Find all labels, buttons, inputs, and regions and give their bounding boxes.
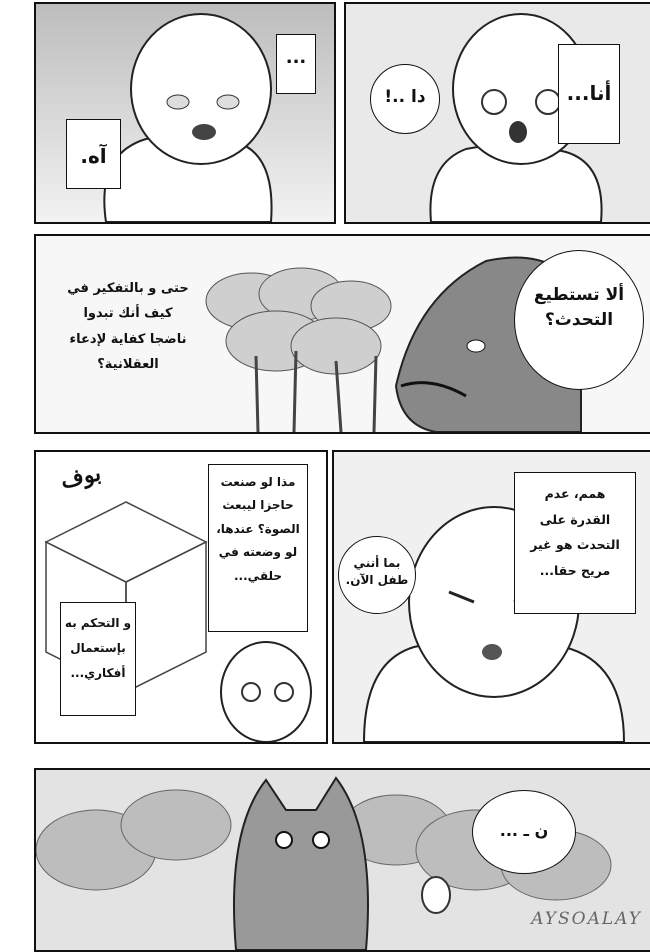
panel-4 [34,450,328,744]
n-bubble: ن ـ ... [472,790,576,874]
barrier-idea-box: مذا لو صنعت حاجزا ليبعث الصوة؟ عندها، لو وضعته في حلقي... [208,464,308,632]
ana-box: أنا... [558,44,620,144]
panel-5 [332,450,650,744]
dots-box: ... [276,34,316,94]
da-bubble: دا ..! [370,64,440,134]
panel-2 [344,2,650,224]
cant-speak-bubble: ألا تستطيع التحدث؟ [514,250,644,390]
panel-1 [34,2,336,224]
control-thoughts-box: و التحكم به بإستعمال أفكاري... [60,602,136,716]
poof-sfx: بوف [58,460,104,494]
panel-3 [34,234,650,434]
ah-box: آه. [66,119,121,189]
watermark-text: AYSOALAY [531,909,642,929]
uncomfortable-box: همم، عدم القدرة على التحدث هو غير مريح حقا... [514,472,636,614]
thinking-text: حتى و بالتفكير في كيف أنك تبدوا ناضجا كفاية لإدعاء العقلانية؟ [67,281,189,373]
baby-now-bubble: بما أنني طفل الآن. [338,536,416,614]
